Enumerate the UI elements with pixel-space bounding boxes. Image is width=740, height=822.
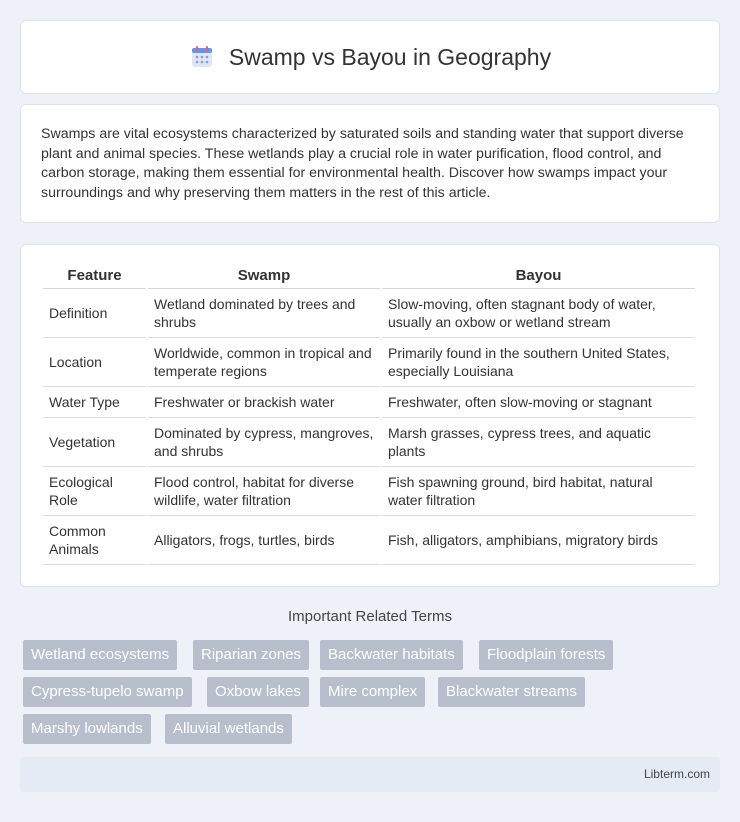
table-row [43, 387, 695, 418]
related-term-tag[interactable]: Floodplain forests [479, 640, 613, 670]
column-header-bayou: Bayou [382, 263, 695, 289]
related-term-tag[interactable]: Oxbow lakes [207, 677, 309, 707]
footer-site-link[interactable]: Libterm.com [643, 767, 710, 781]
table-cell-bayou: Fish, alligators, amphibians, migratory birds [382, 516, 695, 565]
column-header-swamp: Swamp [148, 263, 380, 289]
table-cell-swamp: Dominated by cypress, mangroves, and shrubs [148, 418, 380, 467]
table-header-row [43, 263, 695, 289]
table-row [43, 418, 695, 467]
calendar-grid-icon [189, 44, 215, 70]
related-term-tag[interactable]: Blackwater streams [438, 677, 585, 707]
related-term-tag[interactable]: Riparian zones [193, 640, 309, 670]
table-row [43, 467, 695, 516]
table-cell-feature: Vegetation [43, 418, 146, 467]
table-cell-bayou: Marsh grasses, cypress trees, and aquatic plants [382, 418, 695, 467]
table-cell-feature: Water Type [43, 387, 146, 418]
table-row [43, 289, 695, 338]
table-cell-swamp: Wetland dominated by trees and shrubs [148, 289, 380, 338]
page-footer [20, 757, 720, 792]
table-cell-feature: Definition [43, 289, 146, 338]
related-term-tag[interactable]: Wetland ecosystems [23, 640, 177, 670]
table-cell-swamp: Flood control, habitat for diverse wildlife, water filtration [148, 467, 380, 516]
related-term-tag[interactable]: Cypress-tupelo swamp [23, 677, 192, 707]
related-term-tag[interactable]: Mire complex [320, 677, 425, 707]
table-cell-feature: Ecological Role [43, 467, 146, 516]
table-cell-bayou: Slow-moving, often stagnant body of water, usually an oxbow or wetland stream [382, 289, 695, 338]
related-term-tag[interactable]: Backwater habitats [320, 640, 463, 670]
table-row [43, 516, 695, 565]
table-cell-feature: Location [43, 338, 146, 387]
comparison-table-card [20, 244, 720, 587]
table-row [43, 338, 695, 387]
intro-paragraph: Swamps are vital ecosystems characterized by saturated soils and standing water that support diverse plant and animal species. These wetlands play a crucial role in water purification, flood control, and carbon storage, making them essential for environmental health. Discover how swamps impact your surroundings and why preserving them matters in the rest of this article. [41, 126, 684, 201]
table-cell-bayou: Fish spawning ground, bird habitat, natural water filtration [382, 467, 695, 516]
intro-card [20, 104, 720, 223]
table-cell-bayou: Freshwater, often slow-moving or stagnant [382, 387, 695, 418]
table-cell-swamp: Alligators, frogs, turtles, birds [148, 516, 380, 565]
table-cell-swamp: Freshwater or brackish water [148, 387, 380, 418]
comparison-table [41, 263, 697, 565]
page-header [20, 20, 720, 94]
page-title: Swamp vs Bayou in Geography [228, 43, 552, 70]
column-header-feature: Feature [43, 263, 146, 289]
related-term-tag[interactable]: Marshy lowlands [23, 714, 151, 744]
related-term-tag[interactable]: Alluvial wetlands [165, 714, 292, 744]
table-cell-feature: Common Animals [43, 516, 146, 565]
table-cell-swamp: Worldwide, common in tropical and temperate regions [148, 338, 380, 387]
table-cell-bayou: Primarily found in the southern United States, especially Louisiana [382, 338, 695, 387]
related-terms-title: Important Related Terms [288, 608, 452, 625]
